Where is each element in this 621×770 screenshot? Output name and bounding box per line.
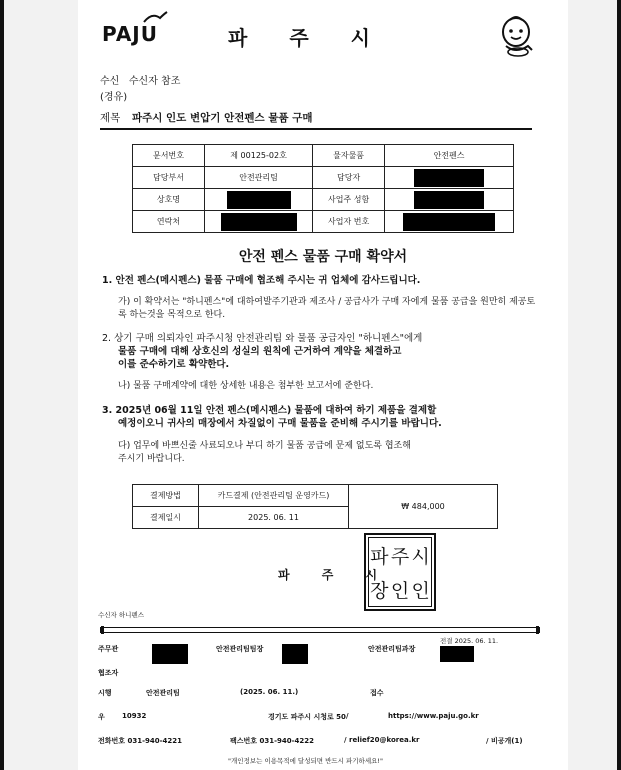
paragraph-2a: 나) 물품 구매계약에 대한 상세한 내용은 첨부한 보고서에 준한다.: [118, 381, 374, 391]
table-row: [133, 167, 514, 189]
seal-char: 파: [370, 545, 389, 568]
table-row: [133, 189, 514, 211]
table-row: [133, 211, 514, 233]
address: 경기도 파주시 시청로 50: [268, 713, 346, 721]
official-seal: [364, 533, 436, 611]
method-value: 카드결제 (안전관리팀 운영카드): [199, 485, 349, 507]
exec-date: (2025. 06. 11.): [240, 688, 299, 696]
footer-divider-bar: [100, 627, 540, 633]
subject-label: 제목: [100, 112, 121, 124]
paragraph-1a: 가) 이 확약서는 "하니펜스"에 대하여발주기관과 제조사 / 공급사가 구매 자에게 물품 공급을 원만히 제공토록 하는것을 목적으로 한다.: [118, 297, 536, 320]
contact-label: 연락처: [133, 211, 205, 233]
paju-logo: PAJU: [102, 22, 158, 46]
contact-value: [205, 211, 313, 233]
seal-inner: [368, 537, 432, 607]
redaction-block: [414, 191, 484, 209]
recipient-line: [100, 72, 180, 87]
info-table: [132, 144, 514, 233]
left-frame-border: [0, 0, 4, 770]
signature-city: 파 주 시: [278, 568, 392, 582]
header-divider: [100, 128, 532, 130]
zip-code: 10932: [122, 712, 147, 720]
table-row: [133, 485, 498, 507]
seal-char: 장: [370, 579, 389, 602]
document-title: 안전 펜스 물품 구매 확약서: [238, 249, 408, 265]
right-frame-border: [617, 0, 621, 770]
date-label: 결제일시: [133, 507, 199, 529]
doc-no-value: 제 00125-02호: [205, 145, 313, 167]
paragraph-2-line-3: 이를 준수하기로 확약한다.: [118, 359, 230, 370]
subject-line: [100, 110, 313, 125]
approval-date: 전결 2025. 06. 11.: [440, 637, 499, 645]
website-link[interactable]: https://www.paju.go.kr: [388, 712, 479, 720]
manager-label: 담당자: [313, 167, 385, 189]
officer-label: 주무관: [98, 645, 119, 653]
paragraph-2-line-2: 물품 구매에 대해 상호신의 성실의 원칙에 근거하여 계약을 체결하고: [118, 346, 402, 357]
paragraph-3-line-1: 3. 2025년 06월 11일 안전 펜스(메시펜스) 물품에 대하여 하기 제품을 결제할: [102, 405, 437, 416]
company-label: 상호명: [133, 189, 205, 211]
company-value: [205, 189, 313, 211]
email-address[interactable]: / relief20@korea.kr: [344, 736, 420, 744]
table-row: [133, 145, 514, 167]
paju-logo-mark-icon: [142, 10, 168, 26]
via-label: (경유): [100, 92, 128, 103]
doc-no-label: 문서번호: [133, 145, 205, 167]
subject-value: 파주시 인도 변압기 안전펜스 물품 구매: [131, 112, 313, 124]
redaction-block: [414, 169, 484, 187]
mascot-icon: [496, 14, 540, 58]
footer-recipient: 수신자 하니펜스: [98, 611, 145, 619]
manager-value: [385, 167, 514, 189]
exec-dept: 안전관리팀: [146, 689, 180, 697]
redaction-block: [227, 191, 291, 209]
fax-number: 팩스번호 031-940-4222: [230, 737, 315, 745]
recipient-value: 수신자 참조: [128, 76, 181, 87]
seal-char: 주: [390, 545, 410, 568]
bizno-label: 사업자 번호: [313, 211, 385, 233]
dept-value: 안전관리팀: [205, 167, 313, 189]
redaction-block: [221, 213, 297, 231]
redaction-block: [440, 646, 474, 662]
zip-label: 우: [98, 713, 105, 721]
method-label: 결제방법: [133, 485, 199, 507]
item-label: 물자물품: [313, 145, 385, 167]
dept-label: 담당부서: [133, 167, 205, 189]
disclosure-status: / 비공개(1): [486, 737, 523, 745]
team-lead-label: 안전관리팀팀장: [216, 645, 264, 653]
seal-char: 인: [390, 579, 410, 602]
city-title: 파주시: [228, 26, 412, 50]
cooperator-label: 협조자: [98, 669, 119, 677]
redaction-block: [403, 213, 495, 231]
privacy-notice: "개인정보는 이용목적에 달성되면 반드시 파기하세요!": [228, 757, 383, 765]
recipient-label: 수신: [100, 76, 120, 87]
paragraph-3-line-2: 예정이오니 귀사의 매장에서 차질없이 구매 물품을 준비해 주시기를 바랍니다.: [118, 418, 442, 429]
director-label: 안전관리팀과장: [368, 645, 416, 653]
receipt-label: 접수: [370, 689, 384, 697]
date-value: 2025. 06. 11: [199, 507, 349, 529]
item-value: 안전펜스: [385, 145, 514, 167]
paragraph-1: 1. 안전 펜스(메시펜스) 물품 구매에 협조해 주시는 귀 업체에 감사드립니다.: [102, 275, 421, 286]
seal-char: 인: [411, 579, 430, 602]
ceo-label: 사업주 성함: [313, 189, 385, 211]
redaction-block: [152, 644, 188, 664]
ceo-value: [385, 189, 514, 211]
paragraph-2-line-1: 2. 상기 구매 의뢰자인 파주시청 안전관리팀 와 물품 공급자인 "하니펜스"에게: [102, 333, 423, 344]
redaction-block: [282, 644, 308, 664]
seal-char: 시: [411, 545, 430, 568]
amount-value: ₩ 484,000: [349, 485, 498, 529]
document-page: [78, 0, 568, 770]
payment-table: [132, 484, 498, 529]
phone-number: 전화번호 031-940-4221: [98, 737, 183, 745]
letterhead: [78, 10, 568, 60]
exec-label: 시행: [98, 689, 112, 697]
address-separator: /: [346, 712, 349, 720]
bizno-value: [385, 211, 514, 233]
paragraph-3a: 다) 업무에 바쁘신줄 사료되오나 부디 하기 물품 공급에 문제 없도록 협조해주시기 바랍니다.: [118, 441, 411, 464]
